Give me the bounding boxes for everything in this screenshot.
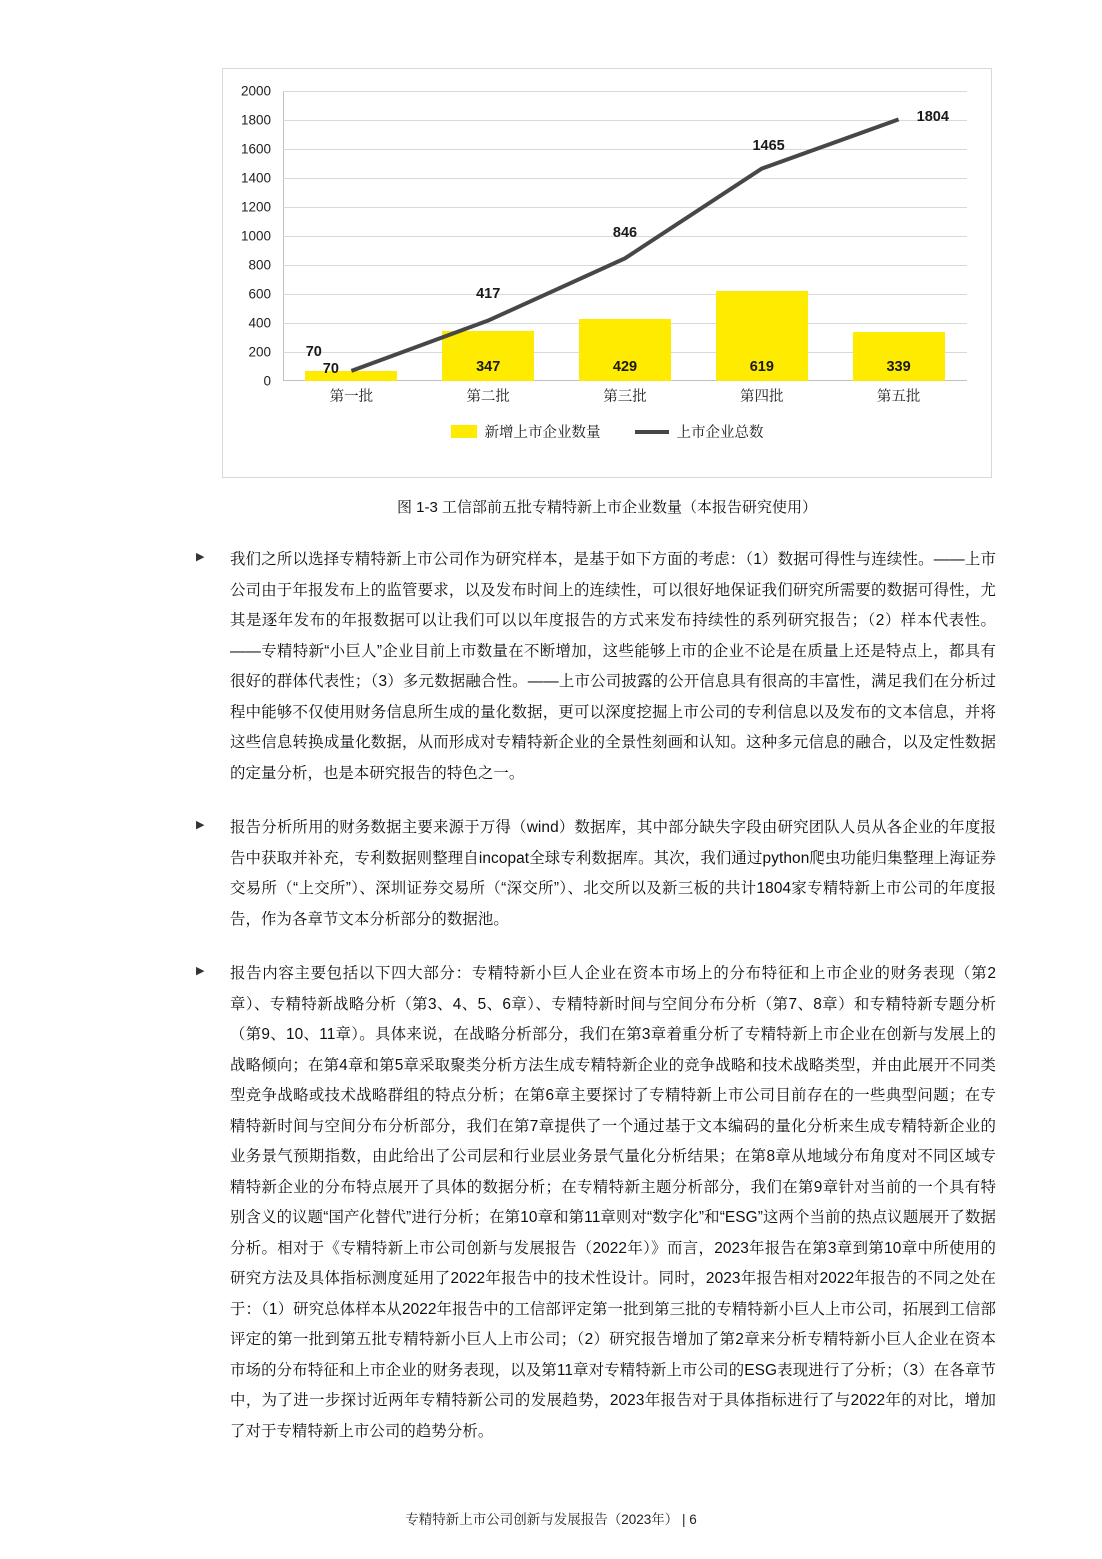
legend-item-line <box>635 421 764 442</box>
bullet-paragraph <box>196 959 996 1447</box>
bullet-paragraph <box>196 813 996 935</box>
chart-legend <box>223 421 991 442</box>
y-tick-label: 400 <box>248 315 271 331</box>
x-axis-tick-labels <box>283 385 967 406</box>
chart-area <box>223 69 991 477</box>
y-tick-label: 1800 <box>240 112 271 128</box>
line-value-label: 70 <box>322 361 339 378</box>
line-value-label: 1465 <box>752 138 785 155</box>
x-tick-label: 第二批 <box>466 389 510 405</box>
y-tick-label: 2000 <box>240 83 271 99</box>
x-tick-label: 第三批 <box>603 389 647 405</box>
y-tick-label: 1400 <box>240 170 271 186</box>
bullet-paragraph <box>196 545 996 789</box>
bar-value-label: 347 <box>476 359 501 375</box>
bar-value-label-first: 70 <box>305 344 322 360</box>
bullet-marker-icon: ▶ <box>196 551 205 563</box>
paragraph-text: 报告内容主要包括以下四大部分：专精特新小巨人企业在资本市场上的分布特征和上市企业的财务表现（第2章）、专精特新战略分析（第3、4、5、6章）、专精特新时间与空间分布分析（第7、8章）和专精特新专题分析（第9、10、11章）。具体来说，在战略分析部分，我们在第3章着重分析了专精特新上市企业在创新与发展上的战略倾向；在第4章和第5章采取聚类分析方法生成专精特新企业的竞争战略和技术战略类型，并由此展开不同类型竞争战略或技术战略群组的特点分析；在第6章主要探讨了专精特新上市公司目前存在的一些典型问题；在专精特新时间与空间分布分析部分，我们在第7章提供了一个通过基于文本编码的量化分析来生成专精特新企业的业务景气预期指数，由此给出了公司层和行业层业务景气量化分析结果；在第8章从地域分布角度对不同区域专精特新企业的分布特点展开了具体的数据分析；在专精特新主题分析部分，我们在第9章针对当前的一个具有特别含义的议题“国产化替代”进行分析；在第10章和第11章则对“数字化”和“ESG”这两个当前的热点议题展开了数据分析。相对于《专精特新上市公司创新与发展报告（2022年）》而言，2023年报告在第3章到第10章中所使用的研究方法及具体指标测度延用了2022年报告中的技术性设计。同时，2023年报告相对2022年报告的不同之处在于：（1）研究总体样本从2022年报告中的工信部评定第一批到第三批的专精特新小巨人上市公司，拓展到工信部评定的第一批到第五批专精特新小巨人上市公司；（2）研究报告增加了第2章来分析专精特新小巨人企业在资本市场的分布特征和上市企业的财务表现，以及第11章对专精特新上市公司的ESG表现进行了分析；（3）在各章节中，为了进一步探讨近两年专精特新公司的发展趋势，2023年报告对于具体指标进行了与2022年的对比，增加了对于专精特新上市公司的趋势分析。 <box>230 965 996 1440</box>
body-content <box>196 545 996 1471</box>
x-tick-label: 第五批 <box>876 389 921 405</box>
y-tick-label: 1000 <box>240 228 271 244</box>
bar-value-label: 429 <box>612 359 638 375</box>
paragraph-text: 我们之所以选择专精特新上市公司作为研究样本，是基于如下方面的考虑：（1）数据可得性与连续性。——上市公司由于年报发布上的监管要求，以及发布时间上的连续性，可以很好地保证我们研究所需要的数据可得性，尤其是逐年发布的年报数据可以让我们可以以年度报告的方式来发布持续性的系列研究报告；（2）样本代表性。——专精特新“小巨人”企业目前上市数量在不断增加，这些能够上市的企业不论是在质量上还是特点上，都具有很好的群体代表性；（3）多元数据融合性。——上市公司披露的公开信息具有很高的丰富性，满足我们在分析过程中能够不仅使用财务信息所生成的量化数据，更可以深度挖掘上市公司的专利信息以及发布的文本信息，并将这些信息转换成量化数据，从而形成对专精特新企业的全景性刻画和认知。这种多元信息的融合，以及定性数据的定量分析，也是本研究报告的特色之一。 <box>230 551 996 782</box>
legend-label: 新增上市企业数量 <box>484 425 601 441</box>
bullet-marker-icon: ▶ <box>196 819 205 831</box>
figure-caption: 图 1-3 工信部前五批专精特新上市企业数量（本报告研究使用） <box>396 499 818 516</box>
legend-swatch-line-icon <box>635 430 669 434</box>
y-tick-label: 0 <box>263 373 271 389</box>
paragraph-text: 报告分析所用的财务数据主要来源于万得（wind）数据库，其中部分缺失字段由研究团队人员从各企业的年度报告中获取并补充，专利数据则整理自incopat全球专利数据库。其次，我们通过python爬虫功能归集整理上海证券交易所（“上交所”）、深圳证券交易所（“深交所”）、北交所以及新三板的共计1804家专精特新上市公司的年度报告，作为各章节文本分析部分的数据池。 <box>230 819 996 928</box>
x-tick-label: 第四批 <box>740 389 784 405</box>
legend-label: 上市企业总数 <box>676 425 764 441</box>
figure-chart-container <box>222 68 992 478</box>
y-tick-label: 1200 <box>240 199 271 215</box>
line-value-label: 846 <box>612 225 638 242</box>
y-axis-tick-labels <box>223 83 275 389</box>
y-tick-label: 1600 <box>240 141 271 157</box>
line-value-label: 417 <box>476 286 501 302</box>
line-value-label: 1804 <box>916 109 949 126</box>
legend-item-bar <box>451 421 601 442</box>
bullet-marker-icon: ▶ <box>196 965 205 977</box>
y-tick-label: 600 <box>248 286 271 302</box>
chart-plot <box>283 91 967 381</box>
legend-swatch-bar-icon <box>451 425 477 438</box>
y-tick-label: 200 <box>248 344 271 360</box>
x-tick-label: 第一批 <box>329 389 374 405</box>
bar-value-label: 619 <box>749 359 774 375</box>
bar-value-label: 339 <box>886 359 911 375</box>
y-tick-label: 800 <box>248 257 271 273</box>
total-companies-line <box>351 119 898 370</box>
page-footer: 专精特新上市公司创新与发展报告（2023年） | 6 <box>405 1512 697 1527</box>
